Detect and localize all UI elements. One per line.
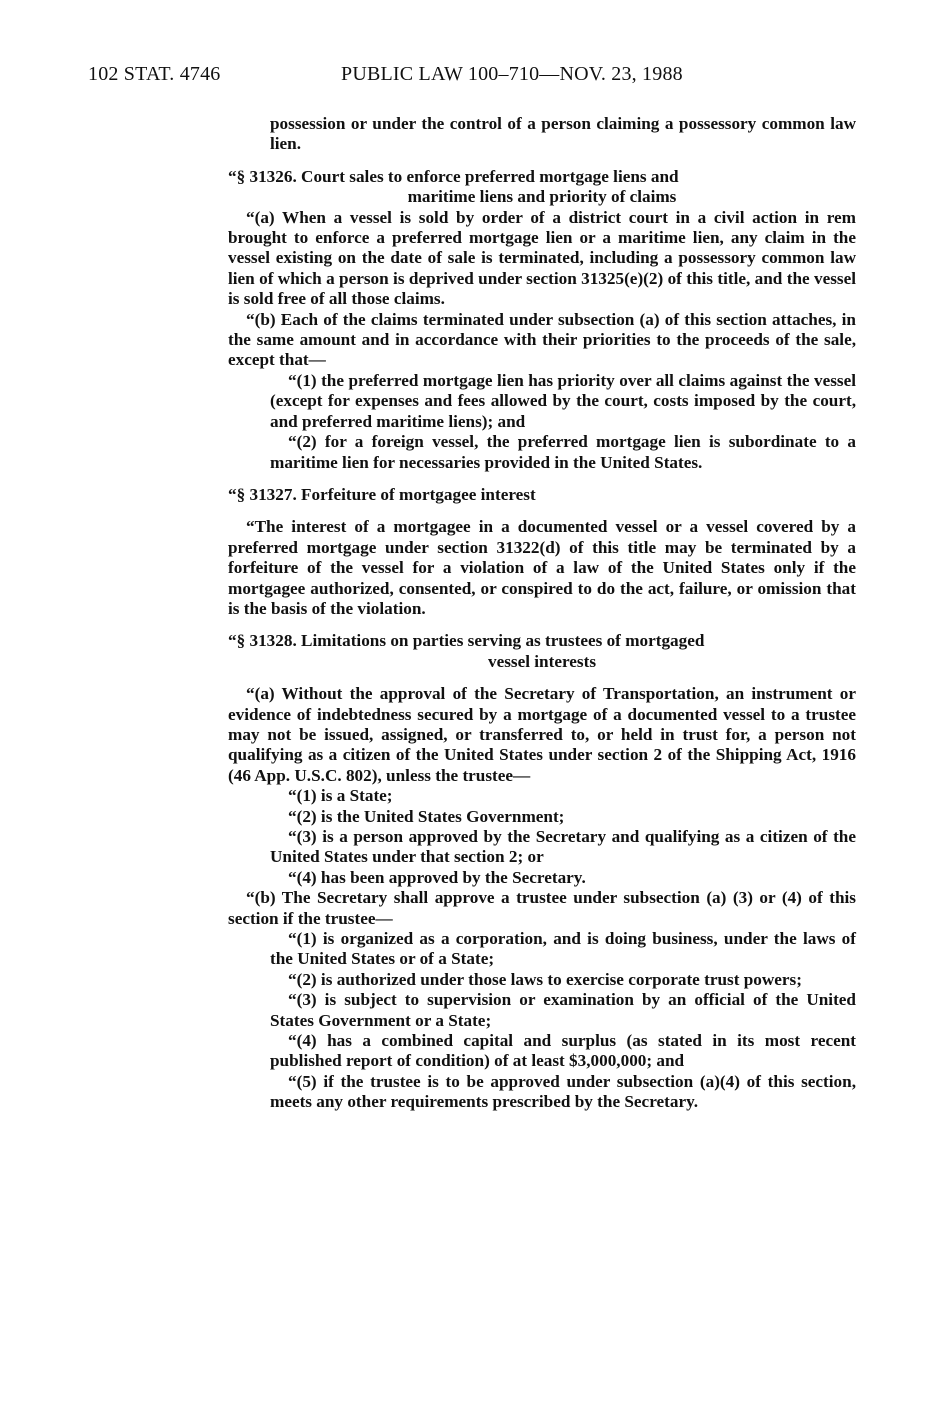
section-31328-paragraph-a2: “(2) is the United States Government; — [288, 806, 565, 826]
section-31326-heading — [228, 167, 856, 208]
section-31328-paragraph-a1: “(1) is a State; — [288, 786, 393, 806]
section-31328-heading-line1: “§ 31328. Limitations on parties serving as trustees of mortgaged — [228, 631, 705, 651]
statute-page-number: 102 STAT. 4746 — [88, 63, 221, 85]
section-31328-paragraph-a3: “(3) is a person approved by the Secretary and qualifying as a citizen of the United States under that section 2; or — [270, 827, 856, 867]
section-31327-heading: “§ 31327. Forfeiture of mortgagee interest — [228, 484, 536, 504]
section-31328-heading — [228, 631, 856, 672]
public-law-citation: PUBLIC LAW 100–710—NOV. 23, 1988 — [341, 63, 683, 85]
section-31328-paragraph-b4: “(4) has a combined capital and surplus (as stated in its most recent published report of condition) of at least $3,000,000; and — [270, 1031, 856, 1071]
section-31326-paragraph-b1: “(1) the preferred mortgage lien has priority over all claims against the vessel (except for expenses and fees allowed by the court, costs imposed by the court, and preferred maritime liens); and — [270, 370, 856, 431]
section-31326-heading-line2: maritime liens and priority of claims — [407, 187, 677, 207]
section-31328-paragraph-a4: “(4) has been approved by the Secretary. — [288, 867, 586, 887]
section-31328-paragraph-b5: “(5) if the trustee is to be approved under subsection (a)(4) of this section, meets any other requirements prescribed by the Secretary. — [270, 1071, 856, 1112]
section-31326-heading-line1: “§ 31326. Court sales to enforce preferred mortgage liens and — [228, 166, 679, 186]
section-31328-paragraph-b3: “(3) is subject to supervision or examination by an official of the United States Government or a State; — [270, 990, 856, 1030]
section-31328-paragraph-b1: “(1) is organized as a corporation, and is doing business, under the laws of the United States or of a State; — [270, 929, 856, 969]
section-31328-subsection-b: “(b) The Secretary shall approve a trustee under subsection (a) (3) or (4) of this section if the trustee— — [228, 888, 856, 928]
continuation-paragraph: possession or under the control of a person claiming a possessory common law lien. — [270, 114, 856, 154]
section-31328-heading-line2: vessel interests — [487, 651, 597, 671]
section-31326-paragraph-b2: “(2) for a foreign vessel, the preferred mortgage lien is subordinate to a maritime lien for necessaries provided in the United States. — [270, 432, 856, 472]
document-body — [228, 114, 856, 1113]
section-31328-subsection-a: “(a) Without the approval of the Secretary of Transportation, an instrument or evidence of indebtedness secured by a mortgage of a documented vessel to a trustee may not be issued, assigned, or transferred to, or held in trust for, a person not qualifying as a citizen of the United States under section 2 of the Shipping Act, 1916 (46 App. U.S.C. 802), unless the trustee— — [228, 684, 856, 785]
section-31326-subsection-a: “(a) When a vessel is sold by order of a district court in a civil action in rem brought to enforce a preferred mortgage lien or a maritime lien, any claim in the vessel existing on the date of sale is terminated, including a possessory common law lien of which a person is deprived under section 31325(e)(2) of this title, and the vessel is sold free of all those claims. — [228, 207, 856, 309]
section-31328-paragraph-b2: “(2) is authorized under those laws to exercise corporate trust powers; — [288, 969, 802, 989]
section-31326-subsection-b: “(b) Each of the claims terminated under subsection (a) of this section attaches, in the same amount and in accordance with their priorities to the proceeds of the sale, except that— — [228, 309, 856, 370]
section-31327-text: “The interest of a mortgagee in a documented vessel or a vessel covered by a preferred mortgage under section 31322(d) of this title may be terminated by a forfeiture of the vessel for a violation of a law of the United States only if the mortgagee authorized, consented, or conspired to do the act, failure, or omission that is the basis of the violation. — [228, 517, 856, 618]
